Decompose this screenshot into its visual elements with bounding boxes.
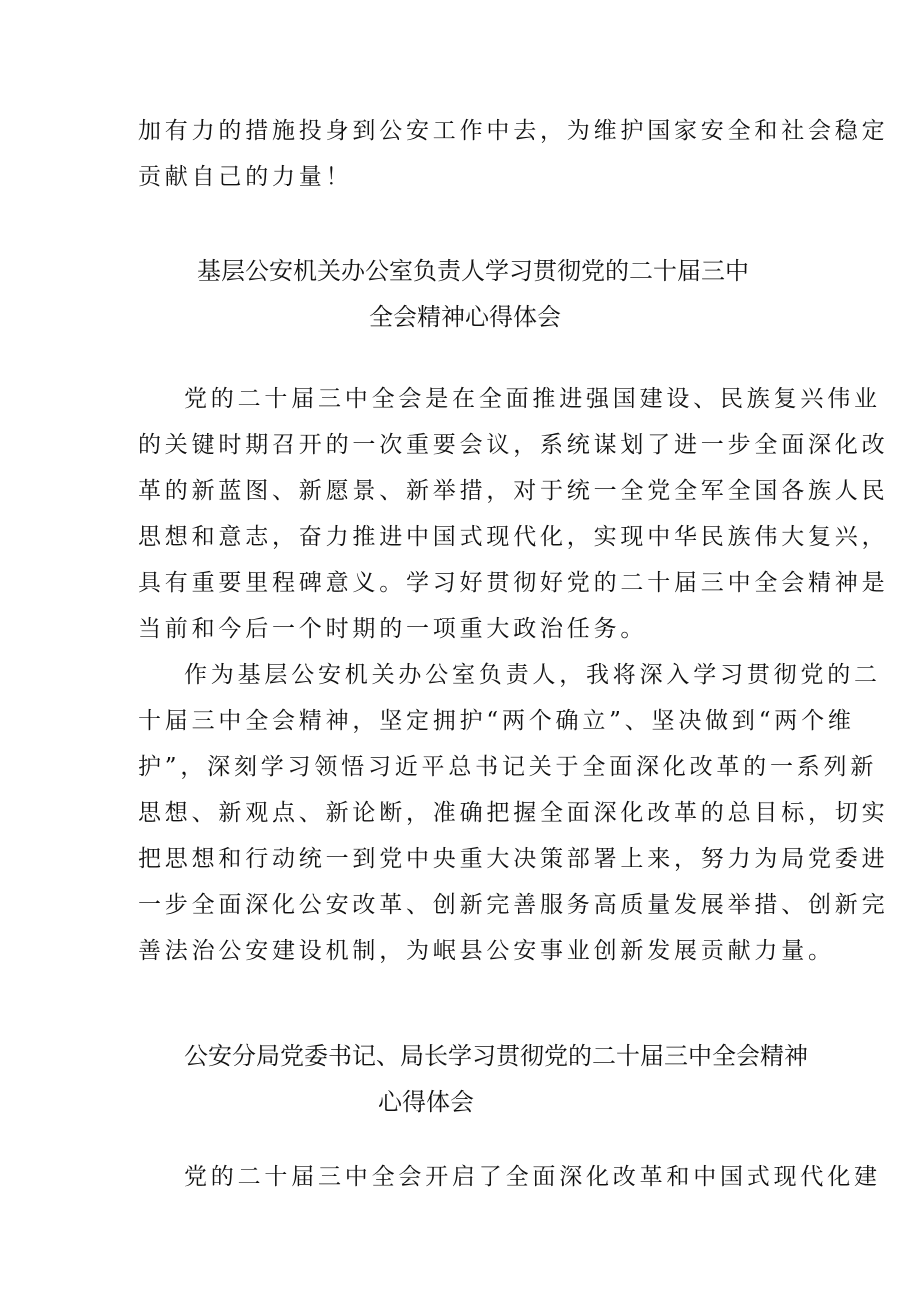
paragraph-line: 党的二十届三中全会是在全面推进强国建设、民族复兴伟业: [184, 386, 881, 412]
paragraph-line: 善法治公安建设机制，为岷县公安事业创新发展贡献力量。: [138, 938, 835, 964]
paragraph-line: 十届三中全会精神，坚定拥护“两个确立”、坚决做到“两个维: [138, 708, 855, 734]
paragraph-line: 把思想和行动统一到党中央重大决策部署上来，努力为局党委进: [138, 846, 889, 872]
article-title: 心得体会: [378, 1088, 474, 1116]
paragraph-line: 作为基层公安机关办公室负责人，我将深入学习贯彻党的二: [184, 662, 881, 688]
article-title: 基层公安机关办公室负责人学习贯彻党的二十届三中: [197, 257, 749, 285]
paragraph-line: 党的二十届三中全会开启了全面深化改革和中国式现代化建: [184, 1164, 881, 1190]
paragraph-line: 一步全面深化公安改革、创新完善服务高质量发展举措、创新完: [138, 892, 889, 918]
paragraph-line: 思想、新观点、新论断，准确把握全面深化改革的总目标，切实: [138, 800, 889, 826]
article-title: 全会精神心得体会: [369, 303, 561, 331]
intro-line: 贡献自己的力量！: [138, 164, 353, 190]
paragraph-line: 的关键时期召开的一次重要会议，系统谋划了进一步全面深化改: [138, 432, 889, 458]
intro-line: 加有力的措施投身到公安工作中去，为维护国家安全和社会稳定: [138, 118, 889, 144]
paragraph-line: 具有重要里程碑意义。学习好贯彻好党的二十届三中全会精神是: [138, 570, 889, 596]
paragraph-line: 当前和今后一个时期的一项重大政治任务。: [138, 616, 648, 642]
article-title: 公安分局党委书记、局长学习贯彻党的二十届三中全会精神: [184, 1042, 808, 1070]
paragraph-line: 护”，深刻学习领悟习近平总书记关于全面深化改革的一系列新: [138, 754, 878, 780]
paragraph-line: 革的新蓝图、新愿景、新举措，对于统一全党全军全国各族人民: [138, 478, 889, 504]
paragraph-line: 思想和意志，奋力推进中国式现代化，实现中华民族伟大复兴，: [138, 524, 889, 550]
